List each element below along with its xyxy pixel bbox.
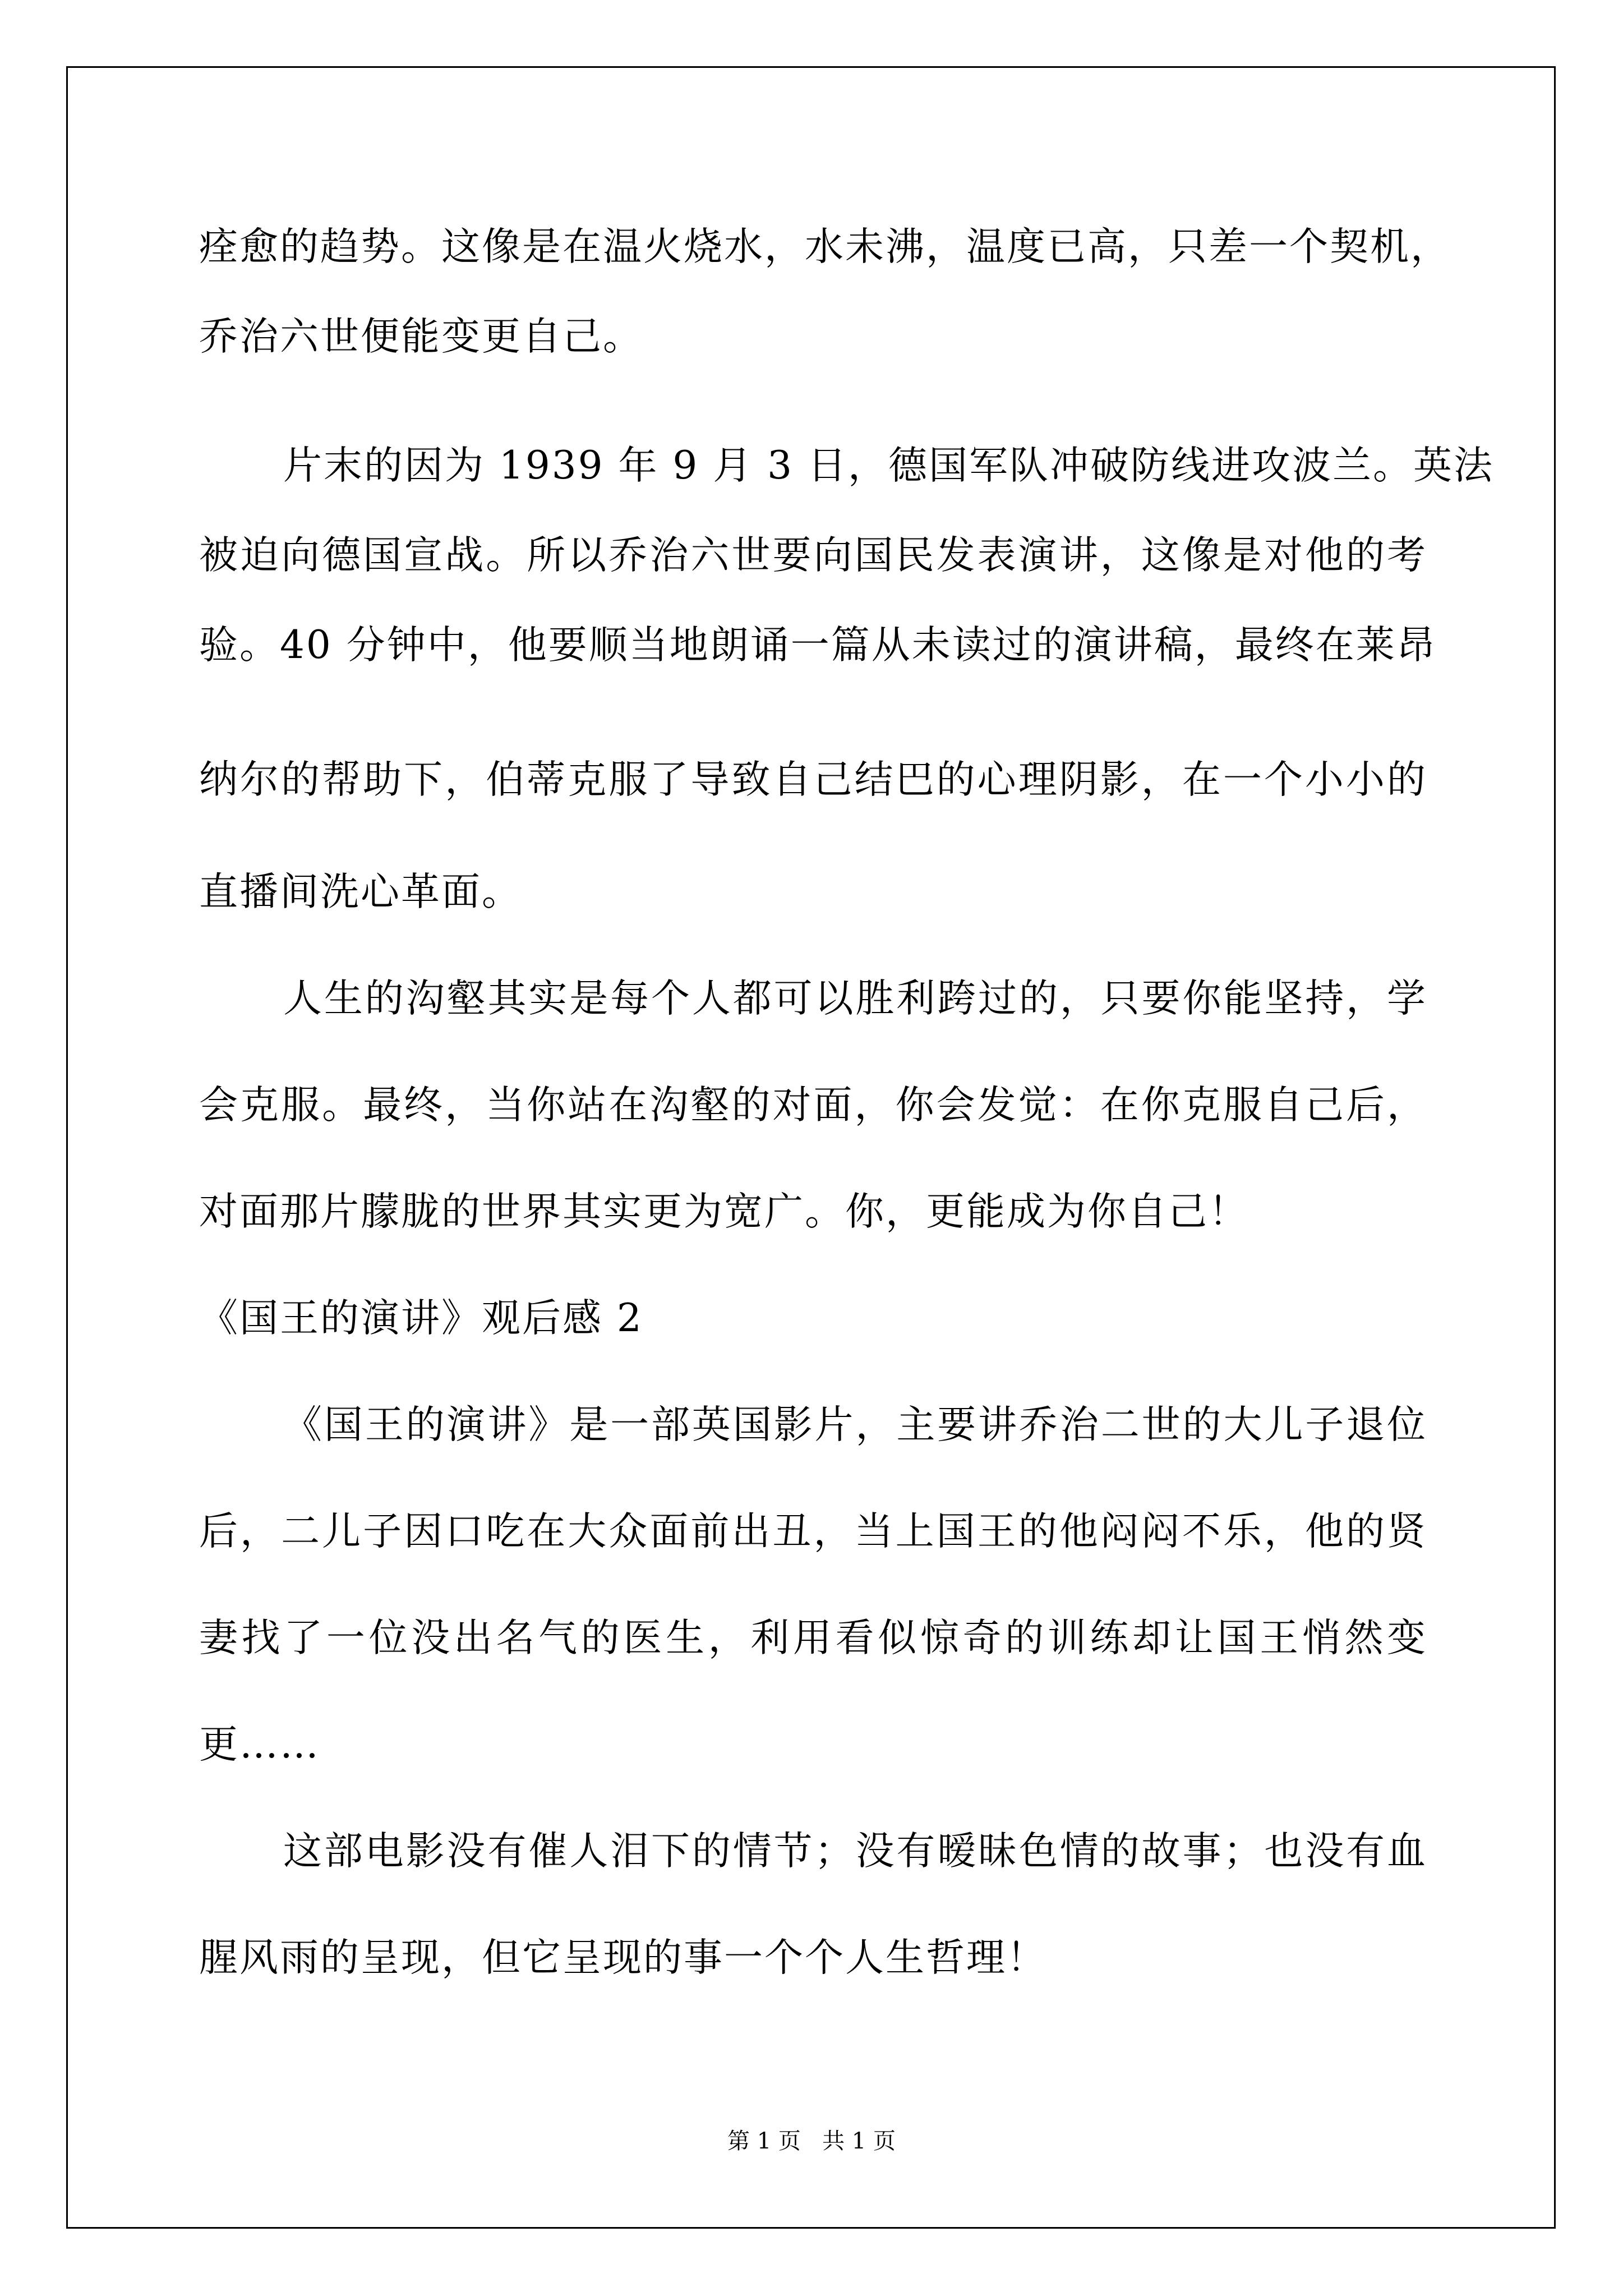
paragraph-line: 直播间洗心革面。 <box>199 869 522 914</box>
paragraph-line: 痊愈的趋势。这像是在温火烧水，水未沸，温度已高，只差一个契机， <box>199 224 1451 269</box>
paragraph-line: 《国王的演讲》是一部英国影片，主要讲乔治二世的大儿子退位 <box>283 1402 1427 1447</box>
paragraph-line: 这部电影没有催人泪下的情节；没有暧昧色情的故事；也没有血 <box>283 1829 1427 1874</box>
paragraph-line: 对面那片朦胧的世界其实更为宽广。你，更能成为你自己！ <box>199 1189 1249 1234</box>
paragraph-line: 妻找了一位没出名气的医生，利用看似惊奇的训练却让国王悄然变 <box>199 1616 1427 1660</box>
page-border <box>66 66 1556 2229</box>
paragraph-line: 人生的沟壑其实是每个人都可以胜利跨过的，只要你能坚持，学 <box>283 976 1427 1021</box>
section-heading: 《国王的演讲》观后感 2 <box>199 1296 643 1341</box>
page-number-footer: 第 1 页 共 1 页 <box>727 2128 896 2154</box>
paragraph-line: 后，二儿子因口吃在大众面前出丑，当上国王的他闷闷不乐，他的贤 <box>199 1509 1427 1554</box>
paragraph-line: 验。40 分钟中，他要顺当地朗诵一篇从未读过的演讲稿，最终在莱昂 <box>199 623 1437 668</box>
paragraph-line: 乔治六世便能变更自己。 <box>199 314 643 359</box>
paragraph-line: 会克服。最终，当你站在沟壑的对面，你会发觉：在你克服自己后， <box>199 1083 1427 1128</box>
paragraph-line: 纳尔的帮助下，伯蒂克服了导致自己结巴的心理阴影，在一个小小的 <box>199 757 1427 802</box>
paragraph-line: 更…… <box>199 1722 320 1767</box>
paragraph-line: 腥风雨的呈现，但它呈现的事一个个人生哲理！ <box>199 1935 1047 1980</box>
paragraph-line: 片末的因为 1939 年 9 月 3 日，德国军队冲破防线进攻波兰。英法 <box>283 443 1494 488</box>
paragraph-line: 被迫向德国宣战。所以乔治六世要向国民发表演讲，这像是对他的考 <box>199 533 1427 578</box>
